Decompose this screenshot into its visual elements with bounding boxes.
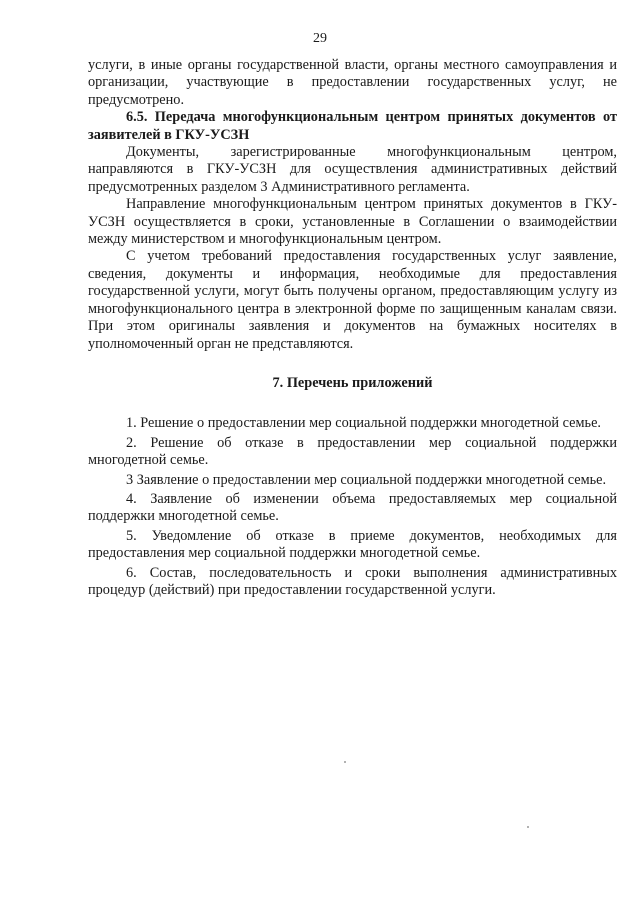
appendix-list bbox=[88, 415, 617, 599]
paragraph-documents-registered: Документы, зарегистрированные многофункциональным центром, направляются в ГКУ-УСЗН для осуществления административных действий предусмотренных разделом 3 Административного регламента. bbox=[88, 144, 617, 195]
paragraph-electronic-channels: С учетом требований предоставления государственных услуг заявление, сведения, документы и информация, необходимые для предоставления государственной услуги, могут быть получены органом, предоставляющим услугу из многофункционального центра в электронной форме по защищенным каналам связи. При этом оригиналы заявления и документов на бумажных носителях в уполномоченный орган не представляются. bbox=[88, 248, 617, 352]
appendix-item: 1. Решение о предоставлении мер социальной поддержки многодетной семье. bbox=[126, 415, 602, 432]
page-body bbox=[88, 57, 617, 601]
paragraph-continuation: услуги, в иные органы государственной власти, органы местного самоуправления и организации, участвующие в предоставлении государственных услуг, не предусмотрено. bbox=[88, 57, 617, 108]
appendix-item: 4. Заявление об изменении объема предоставляемых мер социальной поддержки многодетной семье. bbox=[88, 490, 617, 525]
appendix-item: 2. Решение об отказе в предоставлении мер социальной поддержки многодетной семье. bbox=[88, 434, 617, 469]
paragraph-documents-transfer: Направление многофункциональным центром принятых документов в ГКУ-УСЗН осуществляется в сроки, установленные в Соглашении о взаимодействии между министерством и многофункциональным центром. bbox=[88, 196, 617, 248]
scan-speck bbox=[527, 826, 529, 828]
scan-speck bbox=[344, 761, 346, 763]
appendix-item: 5. Уведомление об отказе в приеме документов, необходимых для предоставления мер социальной поддержки многодетной семье. bbox=[88, 527, 617, 562]
appendix-item: 6. Состав, последовательность и сроки выполнения административных процедур (действий) при предоставлении государственной услуги. bbox=[88, 564, 617, 598]
subsection-heading-6-5: 6.5. Передача многофункциональным центром принятых документов от заявителей в ГКУ-УСЗН bbox=[88, 109, 617, 143]
section-title-appendices: 7. Перечень приложений bbox=[272, 374, 433, 391]
appendix-item: 3 Заявление о предоставлении мер социальной поддержки многодетной семье. bbox=[126, 471, 607, 488]
page-number: 29 bbox=[313, 31, 327, 46]
